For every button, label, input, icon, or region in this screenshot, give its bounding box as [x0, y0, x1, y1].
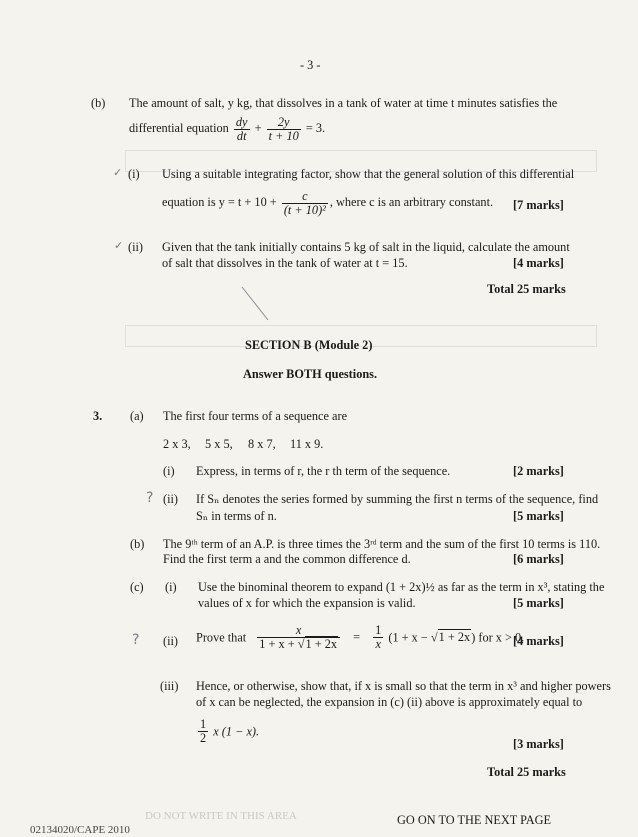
- q2b-ii-text-2: of salt that dissolves in the tank of water at t = 15.: [162, 256, 408, 270]
- go-on-footer: GO ON TO THE NEXT PAGE: [397, 813, 552, 827]
- q3-number: 3.: [93, 409, 103, 423]
- q2b-ii-text-1: Given that the tank initially contains 5 kg of salt in the liquid, calculate the amount: [162, 240, 570, 254]
- q2b-ii-label: (ii): [128, 240, 144, 254]
- q2b-i-equation: equation is y = t + 10 + $\frac{c}{\text{(t + 10)²}}$ , where c is an arbitrary constant.: [162, 189, 494, 217]
- q2b-i-text: Using a suitable integrating factor, show that the general solution of this differential: [162, 167, 575, 181]
- q3c-label: (c): [130, 580, 144, 594]
- pencil-check-mark: ✓: [114, 239, 124, 252]
- section-instruction: Answer BOTH questions.: [243, 367, 378, 381]
- q3c-ii-label: (ii): [163, 634, 179, 648]
- q3c-iii-marks: [3 marks]: [513, 737, 564, 751]
- section-title: SECTION B (Module 2): [245, 338, 373, 352]
- q2-total-marks: Total 25 marks: [487, 282, 566, 296]
- q3a-ii-label: (ii): [163, 492, 179, 506]
- pencil-check-mark: ✓: [113, 166, 123, 179]
- q2b-i-label: (i): [128, 167, 140, 181]
- paper-code: 02134020/CAPE 2010: [30, 824, 130, 836]
- q2b-differential-equation: differential equation $\frac{dy}{dt}$ + $\frac{2y}{t + 10}$ = 3.: [129, 115, 326, 143]
- sequence-term-1: 2 x 3,: [163, 437, 191, 451]
- faint-margin-text: DO NOT WRITE IN THIS AREA: [145, 810, 297, 822]
- q3a-intro: The first four terms of a sequence are: [163, 409, 348, 423]
- q3c-i-text-1: Use the binominal theorem to expand (1 + 2x)½ as far as the term in x³, stating the: [198, 580, 605, 594]
- 2y-fraction: $\frac{2y}{t + 10}$: [268, 115, 299, 143]
- q3a-ii-marks: [5 marks]: [513, 509, 564, 523]
- dy-dt-fraction: $\frac{dy}{dt}$: [235, 115, 248, 143]
- sequence-term-2: 5 x 5,: [205, 437, 233, 451]
- q3c-i-label: (i): [165, 580, 177, 594]
- q3a-i-label: (i): [163, 464, 175, 478]
- q3c-iii-label: (iii): [160, 679, 179, 693]
- q3-total-marks: Total 25 marks: [487, 765, 566, 779]
- one-over-x-fraction: $\frac{1}{x}$: [375, 623, 382, 651]
- x-over-fraction: $\frac{x}{1 + x + √1 + 2x}$: [257, 624, 340, 651]
- q2b-i-marks: [7 marks]: [513, 198, 564, 212]
- q3c-i-text-2: values of x for which the expansion is valid.: [198, 596, 416, 610]
- q3c-ii-marks: [4 marks]: [513, 634, 564, 648]
- q3a-ii-text-1: If Sₙ denotes the series formed by summing the first n terms of the sequence, find: [196, 492, 599, 506]
- page-number: - 3 -: [300, 58, 321, 72]
- q3a-i-text: Express, in terms of r, the r th term of the sequence.: [196, 464, 451, 478]
- pencil-question-mark: ?: [132, 632, 140, 648]
- q3c-iii-text-1: Hence, or otherwise, show that, if x is small so that the term in x³ and higher powers: [196, 679, 611, 693]
- q3a-label: (a): [130, 409, 144, 423]
- q3a-ii-text-2: Sₙ in terms of n.: [196, 509, 277, 523]
- q2b-intro: The amount of salt, y kg, that dissolves in a tank of water at time t minutes satisfies the: [129, 96, 558, 110]
- q3b-marks: [6 marks]: [513, 552, 564, 566]
- one-half-fraction: $\frac{1}{2}$: [200, 717, 207, 745]
- c-over-fraction: $\frac{c}{\text{(t + 10)²}}$: [283, 189, 326, 217]
- q3b-text-2: Find the first term a and the common difference d.: [163, 552, 411, 566]
- q3c-iii-expression: $\frac{1}{2}$ x (1 − x).: [200, 717, 260, 745]
- q2b-ii-marks: [4 marks]: [513, 256, 564, 270]
- q2b-label: (b): [91, 96, 106, 110]
- pencil-question-mark: ?: [146, 490, 154, 506]
- q3b-label: (b): [130, 537, 145, 551]
- sequence-term-3: 8 x 7,: [248, 437, 276, 451]
- q3c-ii-equation: Prove that $\frac{x}{1 + x + √1 + 2x}$ = $\frac{1}{x}$ (1 + x − √1 + 2x) for x > 0.: [196, 623, 525, 651]
- pencil-stroke: [238, 284, 272, 324]
- q3a-i-marks: [2 marks]: [513, 464, 564, 478]
- q3c-i-marks: [5 marks]: [513, 596, 564, 610]
- q3b-text-1: The 9ᵗʰ term of an A.P. is three times the 3ʳᵈ term and the sum of the first 10 terms is 110.: [163, 537, 601, 551]
- q3c-iii-text-2: of x can be neglected, the expansion in (c) (ii) above is approximately equal to: [196, 695, 583, 709]
- sequence-term-4: 11 x 9.: [290, 437, 324, 451]
